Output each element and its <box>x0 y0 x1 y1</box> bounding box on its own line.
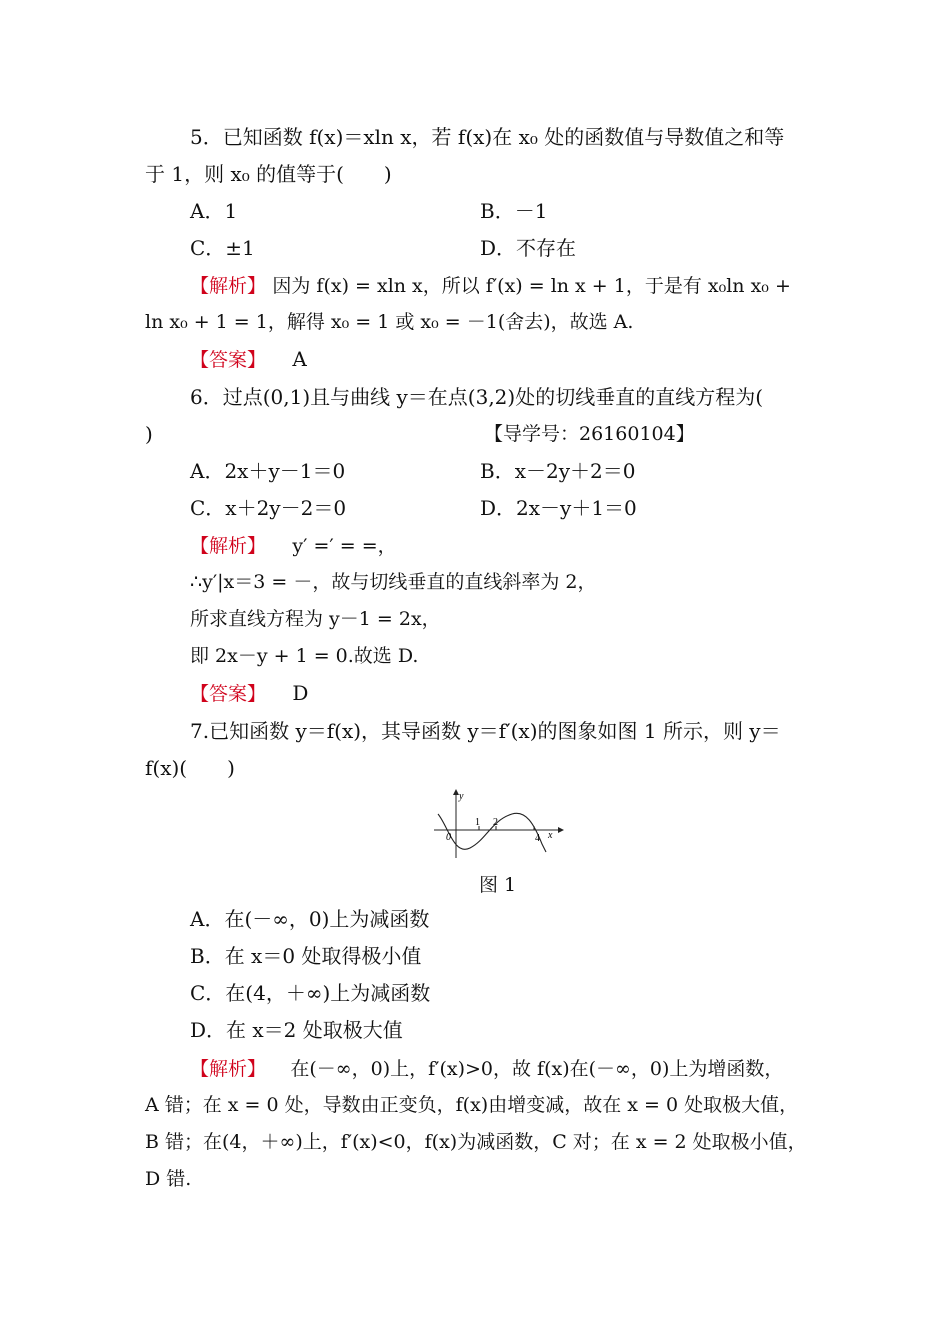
q5-option-a: A．1 <box>190 199 238 223</box>
q5-option-d: D．不存在 <box>480 236 577 260</box>
q5-answer <box>190 346 307 373</box>
q6-option-b: B．x－2y＋2＝0 <box>480 459 636 483</box>
q6-option-a: A．2x＋y－1＝0 <box>190 459 346 483</box>
analysis-tag: 【解析】 <box>190 275 267 297</box>
q6-stem-line2: ) <box>145 422 153 446</box>
q6-analysis-text1: y′ =′ = =， <box>292 535 397 557</box>
q7-analysis-line3: B 错；在(4，＋∞)上，f′(x)<0，f(x)为减函数，C 对；在 x = 2 处取极小值， <box>145 1131 807 1153</box>
q7-analysis-line4: D 错. <box>145 1168 192 1190</box>
analysis-tag: 【解析】 <box>190 1058 267 1080</box>
q5-analysis-line1 <box>190 272 791 299</box>
q6-analysis-line3: 所求直线方程为 y－1 = 2x， <box>190 608 441 630</box>
tick-label-1: 1 <box>475 817 480 828</box>
tick-label-2: 2 <box>493 817 498 828</box>
q6-analysis-line1 <box>190 532 397 559</box>
q7-option-a: A．在(－∞，0)上为减函数 <box>190 907 430 931</box>
q5-stem-line1: 5．已知函数 f(x)＝xln x，若 f(x)在 x₀ 处的函数值与导数值之和等 <box>190 125 785 149</box>
q5-stem-line2: 于 1，则 x₀ 的值等于( ) <box>145 162 392 186</box>
answer-tag: 【答案】 <box>190 683 267 705</box>
answer-tag: 【答案】 <box>190 349 267 371</box>
q5-option-b: B．－1 <box>480 199 548 223</box>
q5-answer-value: A <box>292 347 307 371</box>
x-axis-arrow <box>558 827 564 833</box>
q6-analysis-line2: ∴y′|x＝3 = －，故与切线垂直的直线斜率为 2， <box>190 571 597 593</box>
q7-stem-line2: f(x)( ) <box>145 756 235 780</box>
analysis-tag: 【解析】 <box>190 535 267 557</box>
tick-label-4: 4 <box>535 833 540 844</box>
q7-option-d: D．在 x＝2 处取极大值 <box>190 1018 403 1042</box>
q6-analysis-line4: 即 2x－y + 1 = 0.故选 D. <box>190 645 419 667</box>
q6-answer <box>190 680 308 707</box>
q5-analysis-text1: 因为 f(x) = xln x，所以 f′(x) = ln x + 1，于是有 x₀ln x₀ + <box>272 275 791 297</box>
q7-option-b: B．在 x＝0 处取得极小值 <box>190 944 422 968</box>
q5-option-c: C．±1 <box>190 236 255 260</box>
origin-label: 0 <box>446 832 451 843</box>
q7-analysis-line2: A 错；在 x = 0 处，导数由正变负，f(x)由增变减，故在 x = 0 处取极大值， <box>145 1094 799 1116</box>
q6-option-d: D．2x－y＋1＝0 <box>480 496 637 520</box>
q7-option-c: C．在(4，＋∞)上为减函数 <box>190 981 431 1005</box>
x-axis-label: x <box>548 830 553 841</box>
q7-analysis-text1: 在(－∞，0)上，f′(x)>0，故 f(x)在(－∞，0)上为增函数， <box>290 1058 784 1080</box>
derivative-curve <box>438 813 546 852</box>
q6-option-c: C．x＋2y－2＝0 <box>190 496 347 520</box>
q5-analysis-line2: ln x₀ + 1 = 1，解得 x₀ = 1 或 x₀ = －1(舍去)，故选 A. <box>145 311 634 333</box>
q6-answer-value: D <box>292 681 309 705</box>
figure-caption: 图 1 <box>479 874 517 896</box>
derivative-graph-figure <box>430 786 565 860</box>
q7-analysis-line1 <box>190 1055 783 1082</box>
q7-stem-line1: 7.已知函数 y＝f(x)，其导函数 y＝f′(x)的图象如图 1 所示，则 y＝ <box>190 719 781 743</box>
q6-stem-line1: 6．过点(0,1)且与曲线 y＝在点(3,2)处的切线垂直的直线方程为( <box>190 385 764 409</box>
q6-reference-number: 【导学号：26160104】 <box>484 423 695 445</box>
y-axis-label: y <box>459 791 464 802</box>
